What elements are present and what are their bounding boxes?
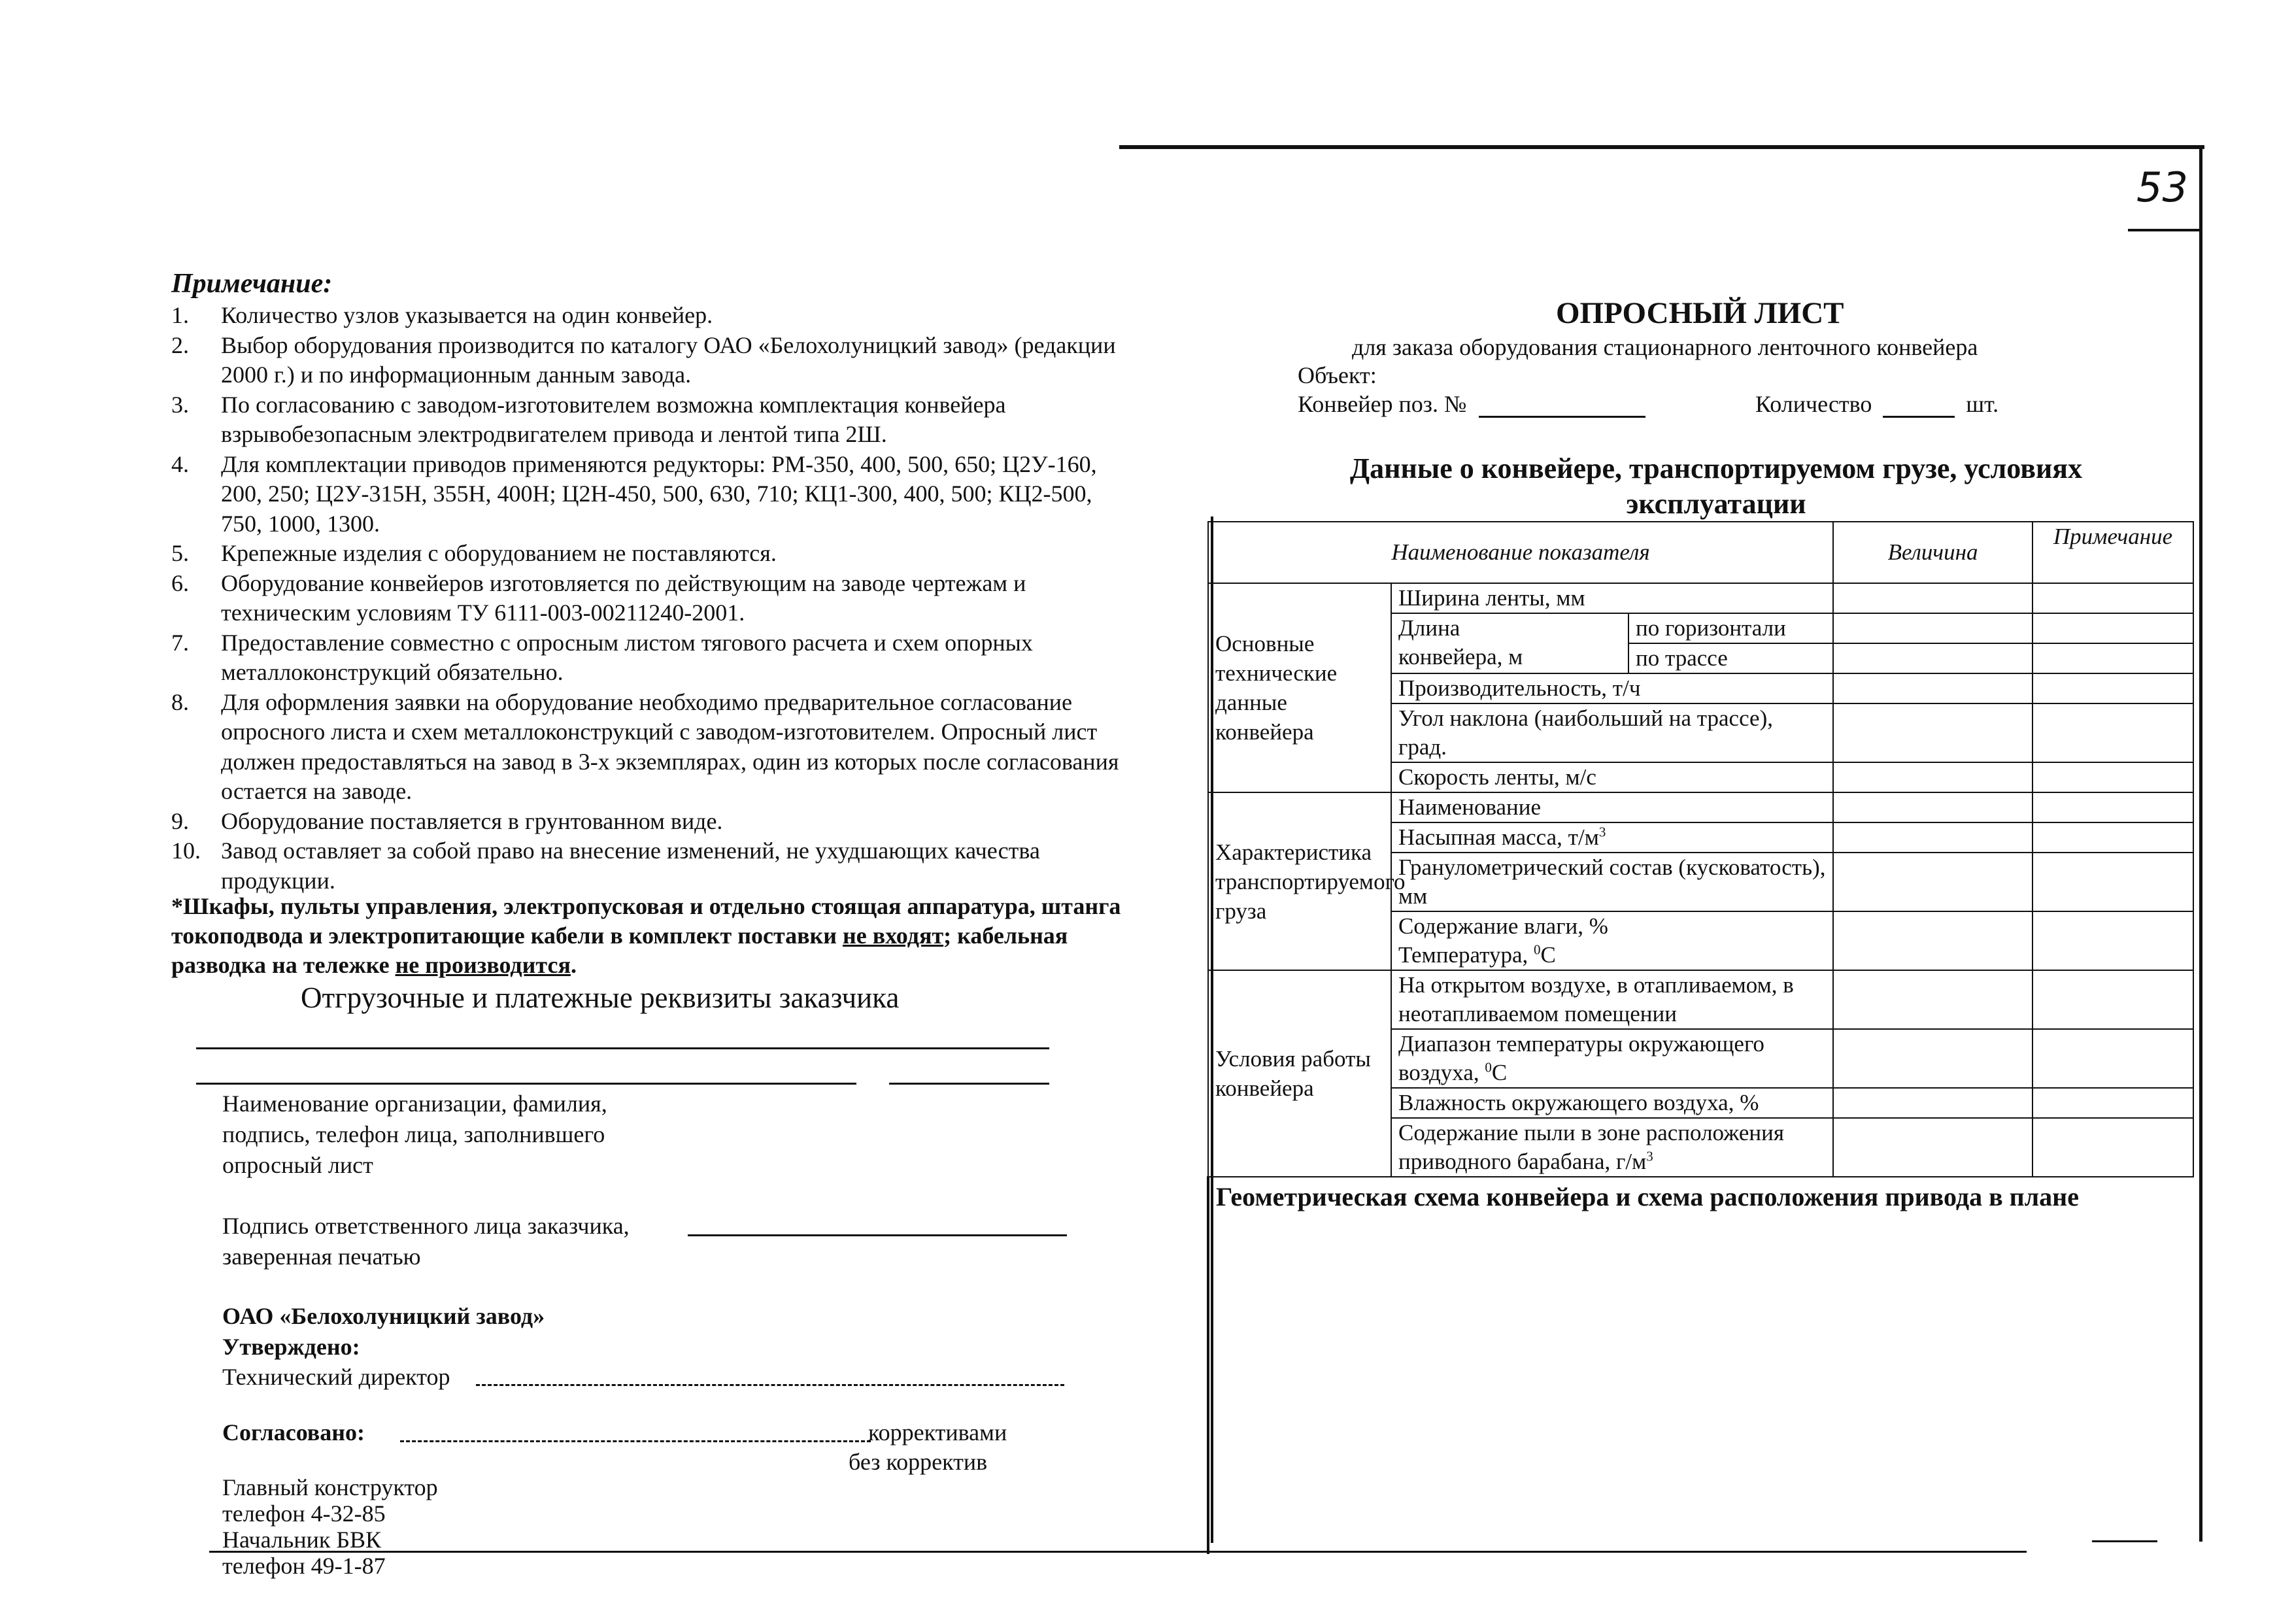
requisites-line-1[interactable] [196, 1047, 1049, 1049]
note-number: 9. [171, 807, 189, 834]
list-item [171, 569, 1126, 628]
chief-designer-label: Главный конструктор [222, 1474, 438, 1500]
sign-label: Подпись ответственного лица заказчика, [222, 1213, 630, 1239]
requisites-line-2a[interactable] [196, 1083, 856, 1085]
org-label [222, 1089, 607, 1181]
object-label: Объект: [1298, 362, 1377, 388]
group-main-technical-data: Основные технические данные конвейера [1208, 583, 1391, 792]
stamp-label: заверенная печатью [222, 1243, 421, 1270]
tech-director-sign-line[interactable] [476, 1384, 1064, 1386]
supply-note-part2: ; кабельная разводка на тележке [171, 922, 1068, 978]
dust-label: Содержание пыли в зоне расположения приводного барабана, г/м [1398, 1120, 1784, 1174]
conveyor-position-field[interactable] [1479, 395, 1645, 418]
param-length-horizontal: по горизонтали [1628, 613, 1833, 643]
value-cell[interactable] [1833, 970, 2033, 1029]
value-cell[interactable] [1833, 1029, 2033, 1088]
param-dust [1391, 1118, 1833, 1177]
note-text: Завод оставляет за собой право на внесение изменений, не ухудшающих качества продукции. [221, 837, 1040, 894]
temperature-range-label: Диапазон температуры окружающего воздуха, [1398, 1031, 1764, 1085]
list-item [171, 390, 1126, 450]
note-cell[interactable] [2033, 1118, 2193, 1177]
note-text: По согласованию с заводом-изготовителем возможна комплектация конвейера взрывобезопасным электродвигателем привода и лентой типа 2Ш. [221, 391, 1006, 447]
value-cell[interactable] [1833, 703, 2033, 762]
note-number: 6. [171, 569, 189, 596]
approved-label: Утверждено: [222, 1334, 360, 1360]
list-item [171, 688, 1126, 807]
value-cell[interactable] [1833, 643, 2033, 673]
value-cell[interactable] [1833, 911, 2033, 970]
note-cell[interactable] [2033, 1029, 2193, 1088]
note-text: Крепежные изделия с оборудованием не поставляются. [221, 540, 777, 566]
note-text: Предоставление совместно с опросным листом тягового расчета и схем опорных металлоконструкций обязательно. [221, 629, 1033, 685]
note-cell[interactable] [2033, 643, 2193, 673]
param-location: На открытом воздухе, в отапливаемом, в неотапливаемом помещении [1391, 970, 1833, 1029]
list-item [171, 450, 1126, 539]
value-cell[interactable] [1833, 1118, 2033, 1177]
requisites-title: Отгрузочные и платежные реквизиты заказчика [301, 981, 900, 1014]
supply-scope-note [171, 892, 1126, 980]
head-bvk-phone: телефон 49-1-87 [222, 1553, 386, 1579]
value-cell[interactable] [1833, 583, 2033, 613]
supply-note-part1: *Шкафы, пульты управления, электропусковая и отдельно стоящая аппаратура, штанга токоподвода и электропитающие кабели в комплект поставки [171, 893, 1121, 949]
note-number: 1. [171, 302, 189, 328]
note-cell[interactable] [2033, 703, 2193, 762]
value-cell[interactable] [1833, 673, 2033, 703]
list-item [171, 836, 1126, 896]
list-item [171, 301, 1126, 331]
bulk-density-exponent: 3 [1598, 824, 1606, 840]
form-title: ОПРОСНЫЙ ЛИСТ [1556, 296, 1844, 330]
chief-designer-phone: телефон 4-32-85 [222, 1500, 386, 1527]
contacts-block [222, 1474, 438, 1579]
not-done-text: не производится [395, 952, 571, 978]
param-moisture-temperature [1391, 911, 1833, 970]
value-cell[interactable] [1833, 792, 2033, 822]
quantity-label: Количество [1755, 391, 1872, 417]
value-cell[interactable] [1833, 822, 2033, 853]
degree-sign: 0 [1485, 1059, 1492, 1075]
note-cell[interactable] [2033, 792, 2193, 822]
value-cell[interactable] [1833, 613, 2033, 643]
dust-exponent: 3 [1646, 1148, 1653, 1164]
note-cell[interactable] [2033, 583, 2193, 613]
notes-title: Примечание: [171, 269, 333, 299]
note-text: Количество узлов указывается на один конвейер. [221, 302, 713, 328]
conveyor-position-label: Конвейер поз. № [1298, 391, 1467, 417]
signature-line[interactable] [688, 1234, 1067, 1236]
temperature-range-unit: C [1491, 1060, 1508, 1085]
parameters-table [1207, 521, 2194, 1554]
schema-row [1208, 1177, 2193, 1554]
note-cell[interactable] [2033, 853, 2193, 911]
schema-area[interactable] [1208, 1177, 2193, 1554]
conveyor-position [1298, 390, 1645, 418]
page-number-underline [2128, 229, 2200, 231]
not-included-text: не входят [843, 922, 944, 949]
value-cell[interactable] [1833, 853, 2033, 911]
note-text: Выбор оборудования производится по каталогу ОАО «Белохолуницкий завод» (редакции 2000 г.) и по информационным данным завода. [221, 331, 1116, 388]
org-label-line-2: подпись, телефон лица, заполнившего [222, 1121, 605, 1147]
list-item [171, 628, 1126, 688]
note-cell[interactable] [2033, 762, 2193, 792]
note-text: Для оформления заявки на оборудование необходимо предварительное согласование опросного листа и схем металлоконструкций с заводом-изготовителем. Опросный лист должен предоставляться на завод в 3-х экземплярах, один из которых после согласования остается на заводе. [221, 688, 1119, 804]
note-text: Оборудование конвейеров изготовляется по действующим на заводе чертежам и техническим условиям ТУ 6111-003-00211240-2001. [221, 569, 1026, 626]
value-cell[interactable] [1833, 1088, 2033, 1118]
note-cell[interactable] [2033, 970, 2193, 1029]
note-text: Оборудование поставляется в грунтованном виде. [221, 807, 723, 834]
note-number: 3. [171, 391, 189, 418]
note-cell[interactable] [2033, 673, 2193, 703]
list-item [171, 807, 1126, 837]
agreed-sign-line[interactable] [400, 1440, 871, 1442]
note-number: 8. [171, 688, 189, 715]
bulk-density-label: Насыпная масса, т/м [1398, 824, 1599, 850]
column-header-note: Примечание [2033, 522, 2193, 583]
quantity-field[interactable] [1883, 395, 1955, 418]
param-length-route: по трассе [1628, 643, 1833, 673]
notes-list [171, 301, 1126, 896]
param-moisture: Содержание влаги, % [1398, 913, 1608, 939]
group-cargo-characteristics: Характеристика транспортируемого груза [1208, 792, 1391, 970]
param-granulometry: Гранулометрический состав (кусковатость), мм [1391, 853, 1833, 911]
table-header-row [1208, 522, 2193, 583]
table-row [1208, 583, 2193, 613]
param-cargo-name: Наименование [1391, 792, 1833, 822]
param-bulk-density [1391, 822, 1833, 853]
section-title: Данные о конвейере, транспортируемом грузе, условиях эксплуатации [1349, 452, 2083, 520]
note-number: 4. [171, 450, 189, 477]
temperature-unit: C [1540, 942, 1556, 968]
note-cell[interactable] [2033, 1088, 2193, 1118]
tech-director-label: Технический директор [222, 1364, 450, 1390]
frame-right-line [2199, 149, 2202, 1542]
note-number: 7. [171, 629, 189, 656]
org-label-line-3: опросный лист [222, 1152, 373, 1178]
list-item [171, 331, 1126, 390]
note-cell[interactable] [2033, 822, 2193, 853]
frame-top-line [1119, 145, 2204, 149]
note-number: 2. [171, 331, 189, 358]
column-header-value: Величина [1833, 522, 2033, 583]
param-belt-width: Ширина ленты, мм [1391, 583, 1833, 613]
param-humidity: Влажность окружающего воздуха, % [1391, 1088, 1833, 1118]
note-text: Для комплектации приводов применяются редукторы: РМ-350, 400, 500, 650; Ц2У-160, 200, 250; Ц2У-315Н, 355Н, 400Н; Ц2Н-450, 500, 630, 710; КЦ1-300, 400, 500; КЦ2-500, 750, 1000, 1300. [221, 450, 1097, 537]
org-label-line-1: Наименование организации, фамилия, [222, 1091, 607, 1117]
param-length-line-2: конвейера, м [1398, 644, 1523, 669]
value-cell[interactable] [1833, 762, 2033, 792]
agreed-label: Согласовано: [222, 1419, 365, 1446]
param-speed: Скорость ленты, м/с [1391, 762, 1833, 792]
param-length-line-1: Длина [1398, 615, 1460, 641]
form-subtitle: для заказа оборудования стационарного ленточного конвейера [1352, 334, 1978, 360]
degree-sign: 0 [1534, 941, 1541, 958]
quantity [1755, 390, 1999, 418]
supply-note-end: . [570, 952, 577, 978]
temperature-label: Температура, [1398, 942, 1534, 968]
list-item [171, 539, 1126, 569]
table-row [1208, 970, 2193, 1029]
with-corrections-option[interactable]: коррективами [868, 1419, 1007, 1446]
company-name: ОАО «Белохолуницкий завод» [222, 1303, 545, 1329]
quantity-unit: шт. [1966, 391, 1999, 417]
param-temperature-range [1391, 1029, 1833, 1088]
param-length [1391, 613, 1628, 673]
requisites-line-2b[interactable] [889, 1083, 1049, 1085]
head-bvk-label: Начальник БВК [222, 1527, 382, 1553]
param-angle: Угол наклона (наибольший на трассе), град. [1391, 703, 1833, 762]
without-corrections-option[interactable]: без корректив [849, 1449, 988, 1475]
table-row [1208, 792, 2193, 822]
schema-title: Геометрическая схема конвейера и схема расположения привода в плане [1216, 1182, 2079, 1211]
page-number: 53 [2136, 163, 2188, 211]
note-cell[interactable] [2033, 613, 2193, 643]
param-temperature [1398, 941, 1826, 970]
note-number: 10. [171, 837, 201, 864]
note-cell[interactable] [2033, 911, 2193, 970]
param-capacity: Производительность, т/ч [1391, 673, 1833, 703]
note-number: 5. [171, 540, 189, 566]
group-operating-conditions: Условия работы конвейера [1208, 970, 1391, 1177]
column-header-name: Наименование показателя [1208, 522, 1833, 583]
